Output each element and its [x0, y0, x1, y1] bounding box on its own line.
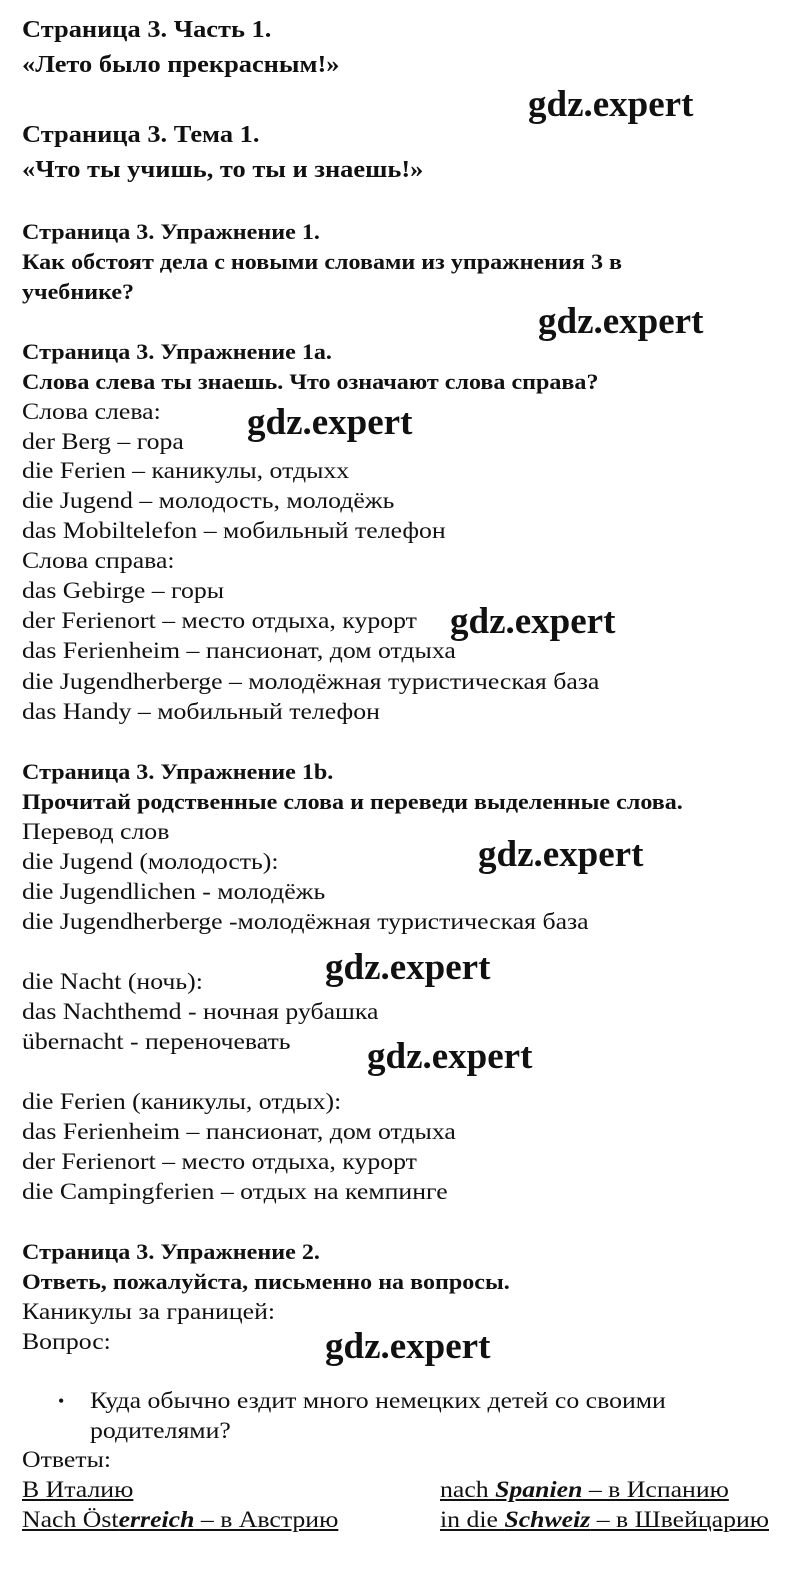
heading-line: Страница 3. Часть 1.	[22, 17, 272, 43]
text-line: das Handy – мобильный телефон	[22, 699, 380, 724]
text-line: das Ferienheim – пансионат, дом отдыха	[22, 1119, 456, 1144]
text-line: Слова слева:	[22, 399, 161, 424]
answer-post: – в Швейцарию	[590, 1507, 769, 1532]
answer-pre: Nach Öst	[22, 1507, 119, 1532]
text-line: Вопрос:	[22, 1329, 111, 1354]
answer-pre: nach	[440, 1477, 496, 1502]
answers-label: Ответы:	[22, 1447, 112, 1472]
answer-item	[440, 1475, 729, 1505]
answer-bold: erreich	[118, 1507, 195, 1532]
text-line: das Mobiltelefon – мобильный телефон	[22, 518, 446, 543]
heading-line: Слова слева ты знаешь. Что означают слова справа?	[22, 369, 599, 394]
question-text: Куда обычно ездит много немецких детей со своими	[90, 1388, 666, 1413]
heading-line: «Лето было прекрасным!»	[22, 52, 340, 78]
heading-line: учебнике?	[22, 279, 135, 304]
heading-line: Страница 3. Упражнение 2.	[22, 1239, 320, 1264]
heading-line: Страница 3. Упражнение 1b.	[22, 759, 334, 784]
answer-item	[22, 1505, 338, 1535]
text-line: der Ferienort – место отдыха, курорт	[22, 608, 417, 633]
answer-item	[22, 1475, 133, 1505]
heading-line: Страница 3. Упражнение 1a.	[22, 339, 332, 364]
answer-post: – в Австрию	[194, 1507, 339, 1532]
answer-pre: in die	[440, 1507, 505, 1532]
watermark: gdz.expert	[367, 1036, 533, 1077]
text-line: der Berg – гора	[22, 429, 184, 454]
watermark: gdz.expert	[325, 947, 491, 988]
watermark: gdz.expert	[478, 834, 644, 875]
watermark: gdz.expert	[247, 402, 413, 443]
bullet-icon: •	[58, 1391, 65, 1411]
text-line: Каникулы за границей:	[22, 1299, 276, 1324]
heading-line: Страница 3. Упражнение 1.	[22, 219, 320, 244]
text-line: die Jugend – молодость, молодёжь	[22, 488, 395, 513]
text-line: die Jugendherberge – молодёжная туристическая база	[22, 669, 600, 694]
heading-line: Страница 3. Тема 1.	[22, 122, 260, 148]
watermark: gdz.expert	[450, 601, 616, 642]
text-line: das Nachthemd - ночная рубашка	[22, 999, 379, 1024]
text-line: die Jugendherberge -молодёжная туристическая база	[22, 909, 589, 934]
heading-line: «Что ты учишь, то ты и знаешь!»	[22, 157, 424, 183]
text-line: Перевод слов	[22, 819, 170, 844]
watermark: gdz.expert	[528, 84, 694, 125]
heading-line: Ответь, пожалуйста, письменно на вопросы.	[22, 1269, 510, 1294]
text-line: die Nacht (ночь):	[22, 969, 203, 994]
question-text: родителями?	[90, 1418, 231, 1443]
answer-bold: Schweiz	[504, 1507, 591, 1532]
text-line: die Ferien – каникулы, отдыхх	[22, 458, 350, 483]
answer-item	[440, 1505, 769, 1535]
answer-pre: В Италию	[22, 1477, 134, 1502]
text-line: die Ferien (каникулы, отдых):	[22, 1089, 342, 1114]
text-line: das Ferienheim – пансионат, дом отдыха	[22, 638, 456, 663]
text-line: übernacht - переночевать	[22, 1029, 291, 1054]
text-line: Слова справа:	[22, 548, 175, 573]
text-line: die Jugendlichen - молодёжь	[22, 879, 326, 904]
watermark: gdz.expert	[538, 301, 704, 342]
text-line: das Gebirge – горы	[22, 578, 225, 603]
text-line: die Campingferien – отдых на кемпинге	[22, 1179, 448, 1204]
heading-line: Как обстоят дела с новыми словами из упражнения 3 в	[22, 249, 623, 274]
text-line: die Jugend (молодость):	[22, 849, 279, 874]
answer-post: – в Испанию	[582, 1477, 729, 1502]
answer-bold: Spanien	[495, 1477, 583, 1502]
heading-line: Прочитай родственные слова и переведи выделенные слова.	[22, 789, 683, 814]
watermark: gdz.expert	[325, 1326, 491, 1367]
text-line: der Ferienort – место отдыха, курорт	[22, 1149, 417, 1174]
